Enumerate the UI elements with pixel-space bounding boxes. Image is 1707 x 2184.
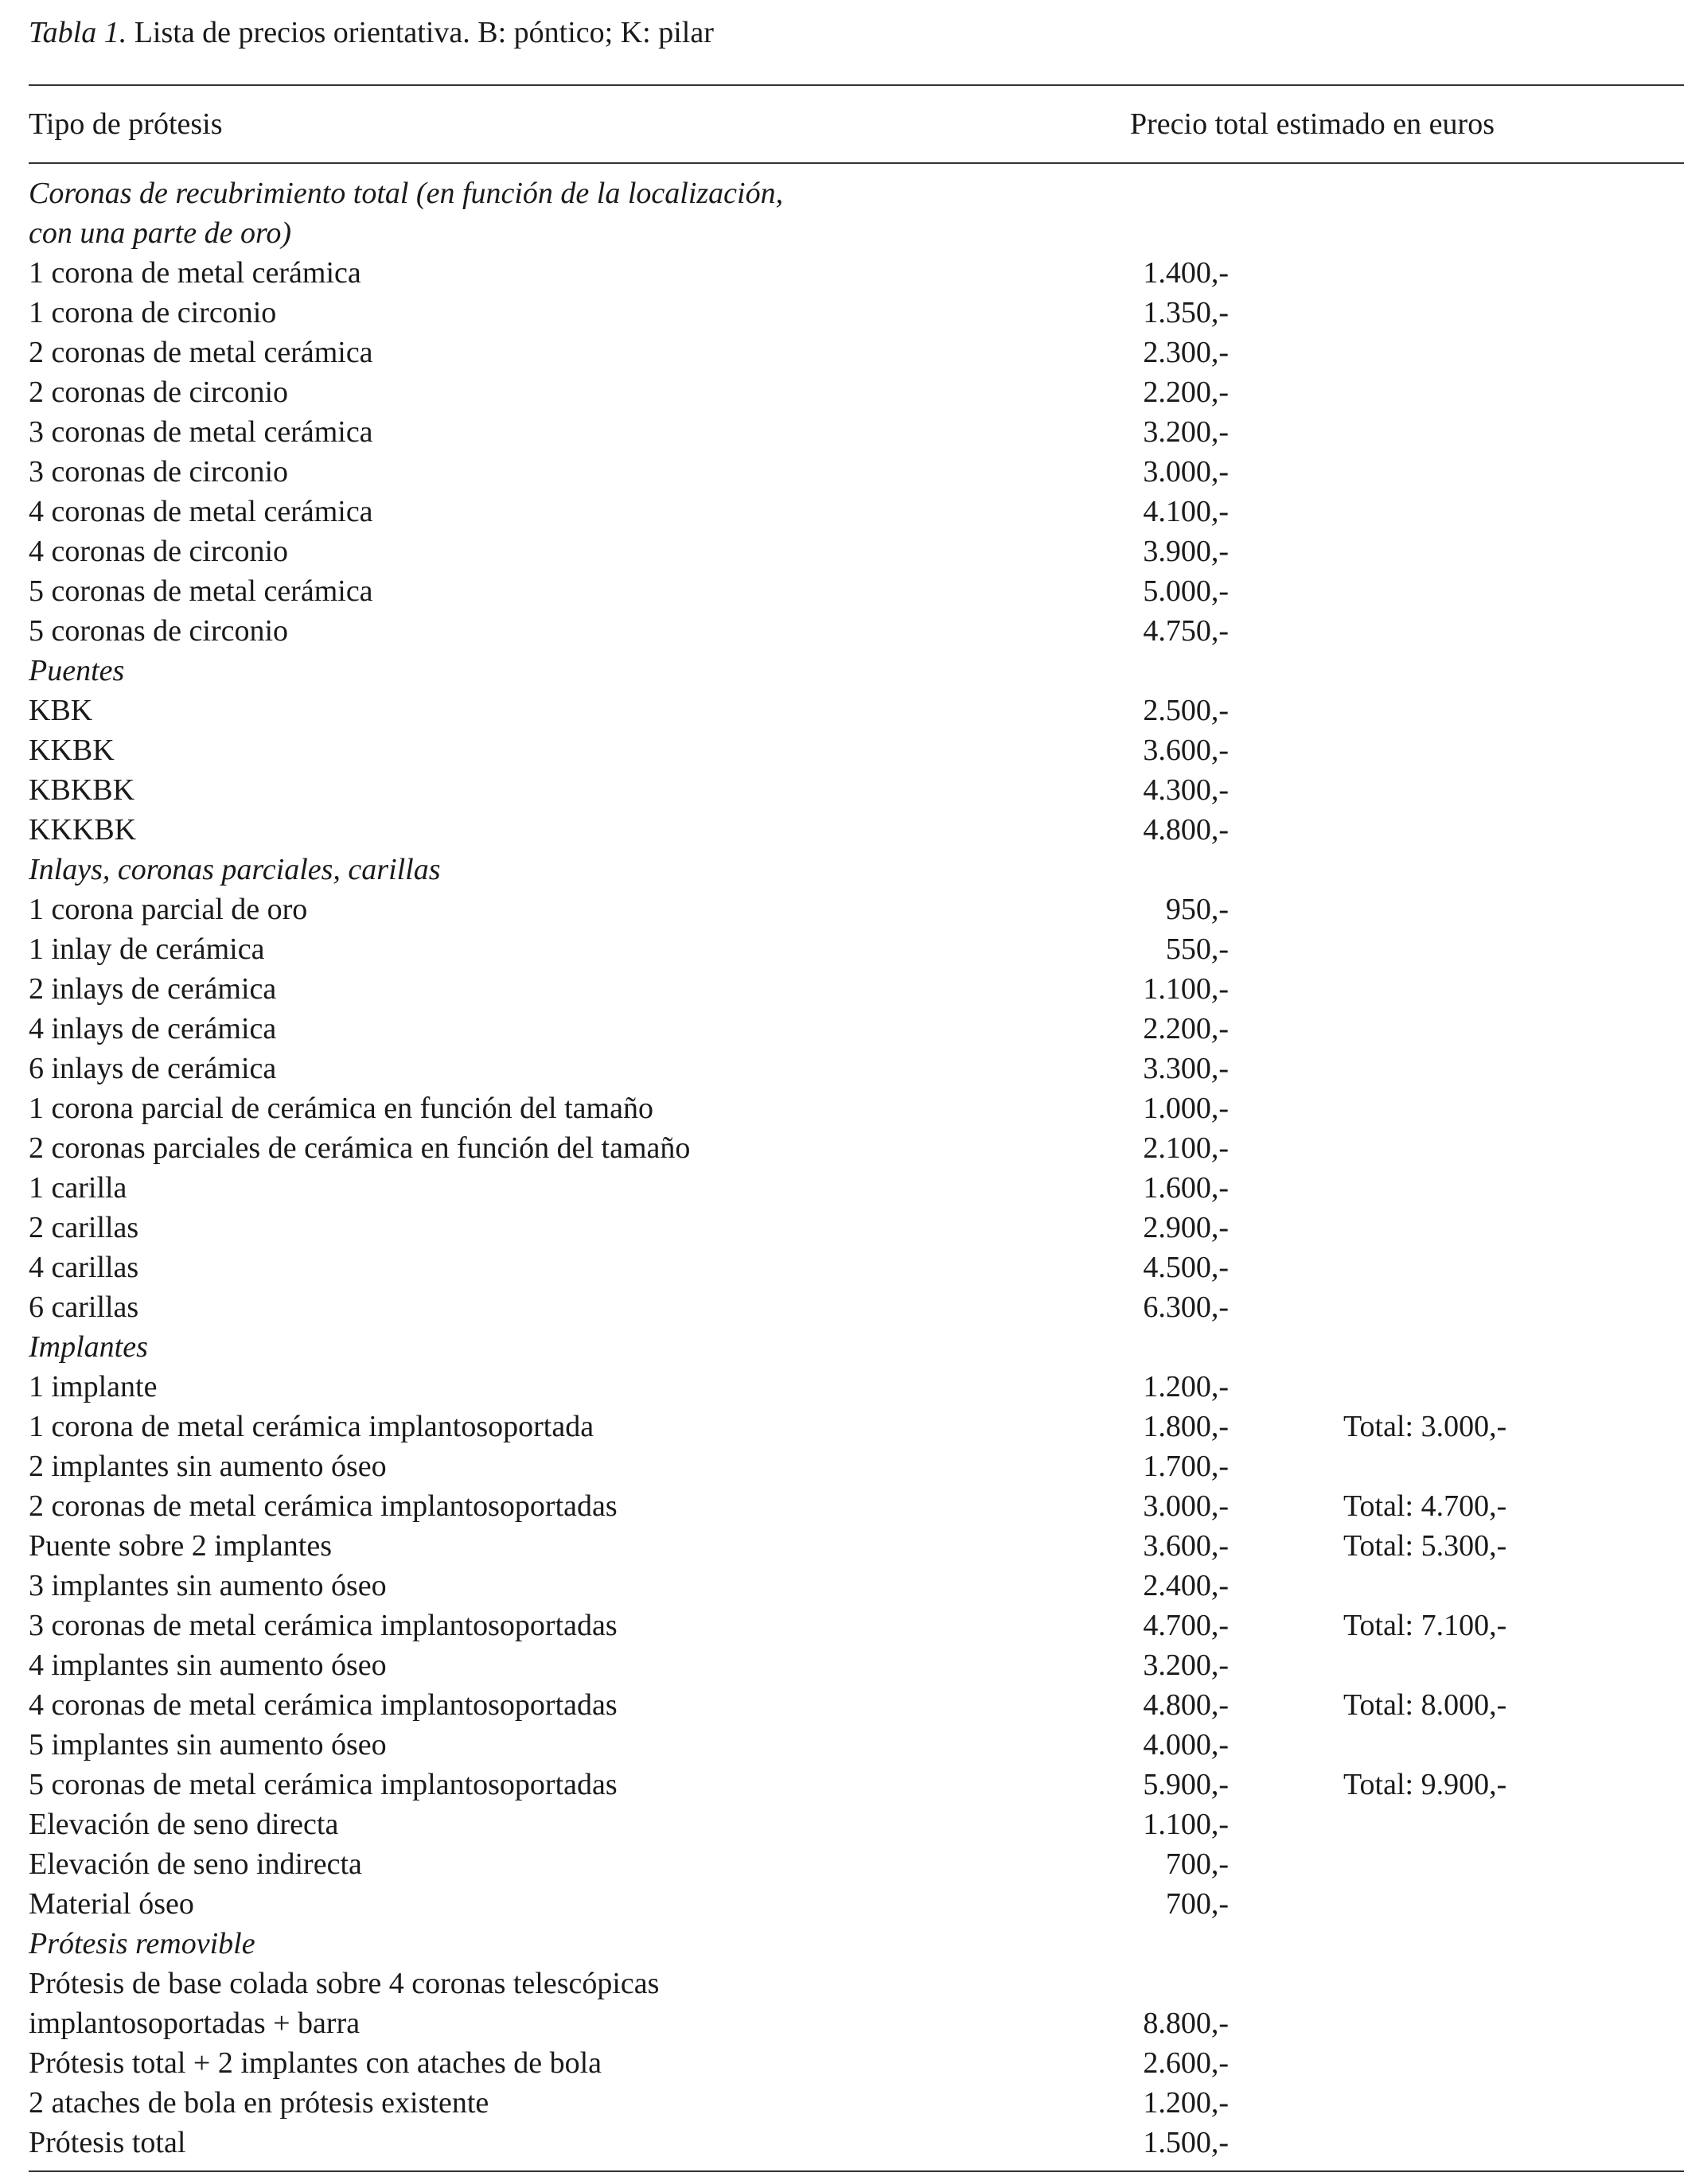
prosthesis-type-cell: 2 coronas parciales de cerámica en función del tamaño [29,1131,691,1165]
table-row [29,810,1684,850]
section-heading: Puentes [29,654,125,687]
table-row [29,412,1684,452]
prosthesis-type-cell: 4 coronas de metal cerámica implantosoportadas [29,1688,618,1722]
prosthesis-type-cell: 6 carillas [29,1291,139,1324]
price-cell: 950,- [1165,893,1229,926]
table-row [29,611,1684,651]
price-cell: 2.900,- [1143,1211,1229,1244]
section-heading-row [29,173,1684,213]
prosthesis-type-cell: 1 corona de metal cerámica implantosoportada [29,1410,594,1443]
table-row [29,531,1684,571]
table-row [29,492,1684,531]
header-estimated-price: Precio total estimado en euros [1130,107,1495,141]
price-cell: 4.100,- [1143,495,1229,528]
header-rule [29,162,1684,164]
price-cell: 4.750,- [1143,614,1229,648]
price-cell: 1.100,- [1143,972,1229,1006]
table-row [29,1566,1684,1606]
table-header [29,102,1684,146]
table-row [29,1844,1684,1884]
prosthesis-type-cell: 1 implante [29,1370,158,1403]
price-cell: 5.900,- [1143,1768,1229,1801]
price-cell: 4.800,- [1143,813,1229,847]
prosthesis-type-cell: 1 carilla [29,1171,127,1205]
prosthesis-type-cell: Elevación de seno indirecta [29,1847,362,1881]
prosthesis-type-cell: 1 corona de metal cerámica [29,256,361,290]
table-row [29,1049,1684,1088]
prosthesis-type-cell: 4 coronas de circonio [29,535,289,568]
prosthesis-type-cell: KBK [29,694,93,727]
prosthesis-type-cell: 4 inlays de cerámica [29,1012,277,1045]
prosthesis-type-cell: 3 implantes sin aumento óseo [29,1569,387,1602]
price-cell: 8.800,- [1143,2007,1229,2040]
table-row [29,890,1684,929]
prosthesis-type-cell: 2 coronas de metal cerámica [29,336,373,369]
table-row [29,969,1684,1009]
prosthesis-type-cell: Puente sobre 2 implantes [29,1529,332,1563]
table-row [29,452,1684,492]
price-cell: 3.200,- [1143,1649,1229,1682]
prosthesis-type-cell: 4 implantes sin aumento óseo [29,1649,387,1682]
table-row [29,1804,1684,1844]
price-cell: 5.000,- [1143,574,1229,608]
prosthesis-type-cell: 2 inlays de cerámica [29,972,277,1006]
table-row [29,1088,1684,1128]
table-row [29,1168,1684,1208]
table-row [29,1645,1684,1685]
table-row [29,571,1684,611]
price-cell: 2.100,- [1143,1131,1229,1165]
section-heading-row [29,1924,1684,1964]
table-row [29,770,1684,810]
table-row [29,372,1684,412]
table-row [29,1486,1684,1526]
prosthesis-type-cell: Prótesis total + 2 implantes con ataches de bola [29,2046,602,2080]
table-row [29,1367,1684,1407]
prosthesis-type-cell: 2 coronas de circonio [29,376,289,409]
table-body [29,173,1684,2163]
prosthesis-type-cell: Elevación de seno directa [29,1808,339,1841]
prosthesis-type-cell: 2 coronas de metal cerámica implantosoportadas [29,1489,618,1523]
price-cell: 2.600,- [1143,2046,1229,2080]
price-cell: 1.400,- [1143,256,1229,290]
prosthesis-type-cell: 5 coronas de metal cerámica [29,574,373,608]
prosthesis-type-cell: 3 coronas de metal cerámica [29,415,373,449]
prosthesis-type-cell: 3 coronas de circonio [29,455,289,489]
prosthesis-type-cell: 1 corona parcial de cerámica en función del tamaño [29,1092,653,1125]
table-row [29,1884,1684,1924]
price-cell: 2.200,- [1143,1012,1229,1045]
table-row [29,1765,1684,1804]
price-cell: 1.600,- [1143,1171,1229,1205]
table-row [29,2003,1684,2043]
price-cell: 4.700,- [1143,1609,1229,1642]
prosthesis-type-cell: 4 coronas de metal cerámica [29,495,373,528]
price-cell: 700,- [1165,1887,1229,1921]
price-cell: 3.600,- [1143,1529,1229,1563]
table-caption [29,13,714,53]
price-cell: 3.600,- [1143,734,1229,767]
table-row [29,2083,1684,2123]
section-heading: Inlays, coronas parciales, carillas [29,853,441,886]
price-cell: 550,- [1165,932,1229,966]
price-cell: 1.100,- [1143,1808,1229,1841]
prosthesis-type-cell: KKKBK [29,813,137,847]
top-rule [29,84,1684,86]
table-row [29,1446,1684,1486]
table-row [29,2123,1684,2163]
price-cell: 3.900,- [1143,535,1229,568]
section-heading-row [29,1327,1684,1367]
prosthesis-type-cell: 3 coronas de metal cerámica implantosoportadas [29,1609,618,1642]
table-row [29,293,1684,333]
price-cell: 4.000,- [1143,1728,1229,1762]
table-row [29,1128,1684,1168]
prosthesis-type-cell: 5 implantes sin aumento óseo [29,1728,387,1762]
price-cell: 2.500,- [1143,694,1229,727]
table-row [29,730,1684,770]
price-cell: 3.200,- [1143,415,1229,449]
price-cell: 4.800,- [1143,1688,1229,1722]
section-heading: Prótesis removible [29,1927,255,1960]
price-cell: 3.300,- [1143,1052,1229,1085]
bottom-rule [29,2170,1684,2172]
price-cell: 3.000,- [1143,455,1229,489]
table-row [29,1725,1684,1765]
prosthesis-type-cell: KBKBK [29,773,135,807]
prosthesis-type-cell: 2 carillas [29,1211,139,1244]
table-row [29,1526,1684,1566]
total-cell: Total: 4.700,- [1343,1489,1507,1523]
price-cell: 1.200,- [1143,1370,1229,1403]
section-heading-row [29,213,1684,253]
price-cell: 4.300,- [1143,773,1229,807]
price-cell: 1.500,- [1143,2126,1229,2159]
caption-label: Tabla 1. [29,16,127,49]
total-cell: Total: 8.000,- [1343,1688,1507,1722]
prosthesis-type-cell: 5 coronas de metal cerámica implantosoportadas [29,1768,618,1801]
prosthesis-type-cell: 6 inlays de cerámica [29,1052,277,1085]
caption-text: Lista de precios orientativa. B: póntico; K: pilar [127,16,714,49]
prosthesis-type-cell: 1 corona parcial de oro [29,893,308,926]
table-row [29,1248,1684,1287]
total-cell: Total: 5.300,- [1343,1529,1507,1563]
section-heading-row [29,850,1684,890]
total-cell: Total: 3.000,- [1343,1410,1507,1443]
prosthesis-type-cell: 1 inlay de cerámica [29,932,265,966]
price-cell: 3.000,- [1143,1489,1229,1523]
table-row [29,929,1684,969]
table-row [29,1208,1684,1248]
prosthesis-type-cell: Material óseo [29,1887,194,1921]
price-cell: 4.500,- [1143,1251,1229,1284]
prosthesis-type-cell: 5 coronas de circonio [29,614,289,648]
prosthesis-type-cell: implantosoportadas + barra [29,2007,360,2040]
table-row [29,691,1684,730]
table-row [29,253,1684,293]
section-heading: Implantes [29,1330,148,1364]
table-row [29,1407,1684,1446]
price-cell: 2.200,- [1143,376,1229,409]
price-cell: 2.300,- [1143,336,1229,369]
price-cell: 1.700,- [1143,1450,1229,1483]
table-row [29,333,1684,372]
prosthesis-type-cell: 2 ataches de bola en prótesis existente [29,2086,489,2120]
price-cell: 1.350,- [1143,296,1229,329]
prosthesis-type-cell: KKBK [29,734,115,767]
table-row [29,1964,1684,2003]
price-cell: 6.300,- [1143,1291,1229,1324]
header-prosthesis-type: Tipo de prótesis [29,107,223,141]
total-cell: Total: 7.100,- [1343,1609,1507,1642]
table-row [29,1009,1684,1049]
price-cell: 1.000,- [1143,1092,1229,1125]
prosthesis-type-cell: Prótesis total [29,2126,186,2159]
table-row [29,1606,1684,1645]
prosthesis-type-cell: 4 carillas [29,1251,139,1284]
price-cell: 2.400,- [1143,1569,1229,1602]
price-cell: 1.200,- [1143,2086,1229,2120]
section-heading: Coronas de recubrimiento total (en función de la localización, [29,177,784,210]
price-cell: 700,- [1165,1847,1229,1881]
table-row [29,1685,1684,1725]
table-row [29,2043,1684,2083]
total-cell: Total: 9.900,- [1343,1768,1507,1801]
section-heading-row [29,651,1684,691]
price-cell: 1.800,- [1143,1410,1229,1443]
table-row [29,1287,1684,1327]
prosthesis-type-cell: 1 corona de circonio [29,296,277,329]
prosthesis-type-cell: Prótesis de base colada sobre 4 coronas telescópicas [29,1967,660,2000]
prosthesis-type-cell: 2 implantes sin aumento óseo [29,1450,387,1483]
section-heading: con una parte de oro) [29,216,291,250]
